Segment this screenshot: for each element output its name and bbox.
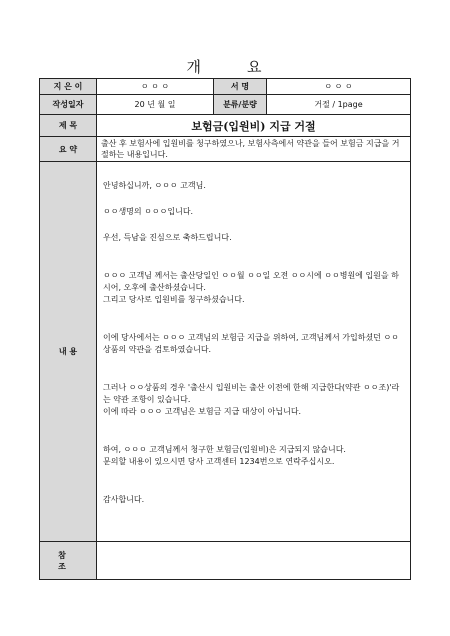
- signature-label: 서 명: [214, 79, 267, 95]
- content-paragraph: 하여, ㅇㅇㅇ 고객님께서 청구한 보험금(입원비)은 지급되지 않습니다. 문의할 내용이 있으시면 당사 고객센터 1234번으로 연락주십시오.: [103, 445, 346, 466]
- category-label: 분류/분량: [214, 95, 267, 115]
- reference-label: 참 조: [40, 542, 97, 580]
- summary-value[interactable]: 출산 후 보험사에 입원비를 청구하였으나, 보험사측에서 약관을 들어 보험금 지급을 거절하는 내용입니다.: [97, 137, 411, 162]
- summary-label: 요 약: [40, 137, 97, 162]
- content-paragraph: 이에 당사에서는 ㅇㅇㅇ 고객님의 보험금 지급을 위하여, 고객님께서 가입하셨던 ㅇㅇ상품의 약관을 검토하였습니다.: [103, 333, 399, 354]
- document-title: [0, 56, 450, 77]
- content-paragraph: 그러나 ㅇㅇ상품의 경우 '출산시 입원비는 출산 이전에 한해 지급한다(약관 ㅇㅇ조)'라는 약관 조항이 있습니다. 이에 따라 ㅇㅇㅇ 고객님은 보험금 지급 대상이 아닙니다.: [103, 383, 400, 416]
- reference-value[interactable]: [97, 542, 411, 580]
- title-part-2: 요: [247, 58, 264, 76]
- summary-row: [40, 137, 411, 162]
- subject-label: 제 목: [40, 115, 97, 137]
- content-paragraph: 감사합니다.: [103, 495, 145, 504]
- subject-row: [40, 115, 411, 137]
- date-row: [40, 95, 411, 115]
- author-label: 지 은 이: [40, 79, 97, 95]
- content-row: [40, 162, 411, 542]
- signature-value[interactable]: ㅇ ㅇ ㅇ: [267, 79, 411, 95]
- content-label: 내 용: [40, 162, 97, 542]
- content-paragraph: ㅇㅇㅇ 고객님 께서는 출산당일인 ㅇㅇ월 ㅇㅇ일 오전 ㅇㅇ시에 ㅇㅇ병원에 입원을 하시어, 오후에 출산하셨습니다. 그리고 당사로 입원비를 청구하셨습니다.: [103, 271, 399, 304]
- content-body[interactable]: [97, 162, 411, 542]
- reference-row: [40, 542, 411, 580]
- overview-form-table: [39, 78, 411, 580]
- author-row: [40, 79, 411, 95]
- category-value[interactable]: 거절 / 1page: [267, 95, 411, 115]
- subject-value[interactable]: 보험금(입원비) 지급 거절: [97, 115, 411, 137]
- content-paragraph: 안녕하십니까, ㅇㅇㅇ 고객님.: [103, 181, 206, 190]
- date-value[interactable]: 20 년 월 일: [97, 95, 214, 115]
- content-paragraph: 우선, 득남을 진심으로 축하드립니다.: [103, 233, 232, 242]
- author-value[interactable]: ㅇ ㅇ ㅇ: [97, 79, 214, 95]
- date-label: 작성일자: [40, 95, 97, 115]
- title-part-1: 개: [186, 58, 203, 76]
- content-paragraph: ㅇㅇ생명의 ㅇㅇㅇ입니다.: [103, 207, 194, 216]
